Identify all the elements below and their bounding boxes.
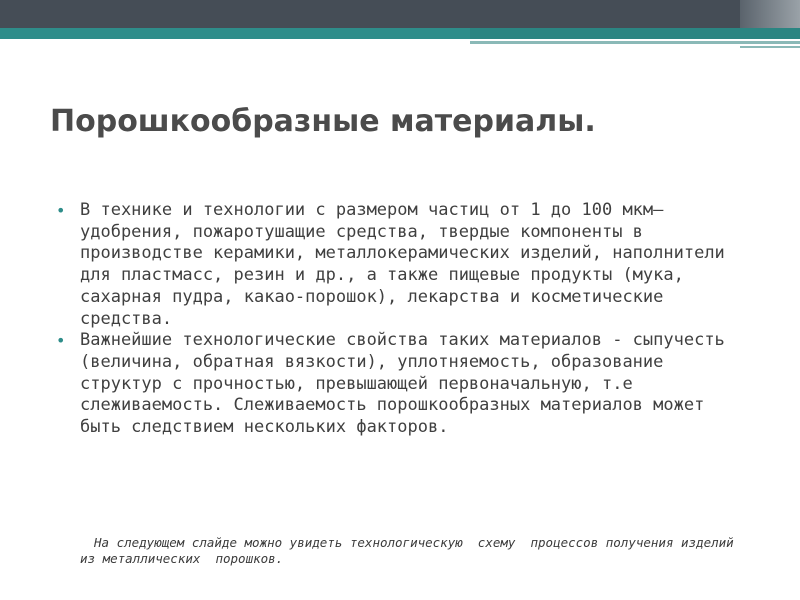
teal-accent-band-right <box>470 28 800 39</box>
slide-footnote: На следующем слайде можно увидеть технологическую схему процессов получения изделий из металлических порошков. <box>80 535 742 566</box>
bullet-item <box>54 200 744 330</box>
slide-title: Порошкообразные материалы. <box>50 104 596 139</box>
bullet-text: Важнейшие технологические свойства таких материалов - сыпучесть (величина, обратная вязкости), уплотняемость, образование структур с прочностью, превышающей первоначальную, т.е слеживаемость. Слеживаемость порошкообразных материалов может быть следствием нескольких факторов. <box>80 330 725 438</box>
bullet-item <box>54 330 744 439</box>
bullet-text: В технике и технологии с размером частиц от 1 до 100 мкм– удобрения, пожаротушащие средства, твердые компоненты в производстве керамики, металлокерамических изделий, наполнители для пластмасс, резин и др., а также пищевые продукты (мука, сахарная пудра, какао-порошок), лекарства и косметические средства. <box>80 200 725 329</box>
top-bar-highlight <box>740 0 800 28</box>
bullet-dot-icon: • <box>56 331 66 351</box>
bullet-dot-icon: • <box>56 201 66 220</box>
decorative-rule-short <box>740 46 800 48</box>
slide-content <box>54 200 744 439</box>
slide-top-bar <box>0 0 800 28</box>
decorative-rule <box>470 41 800 44</box>
